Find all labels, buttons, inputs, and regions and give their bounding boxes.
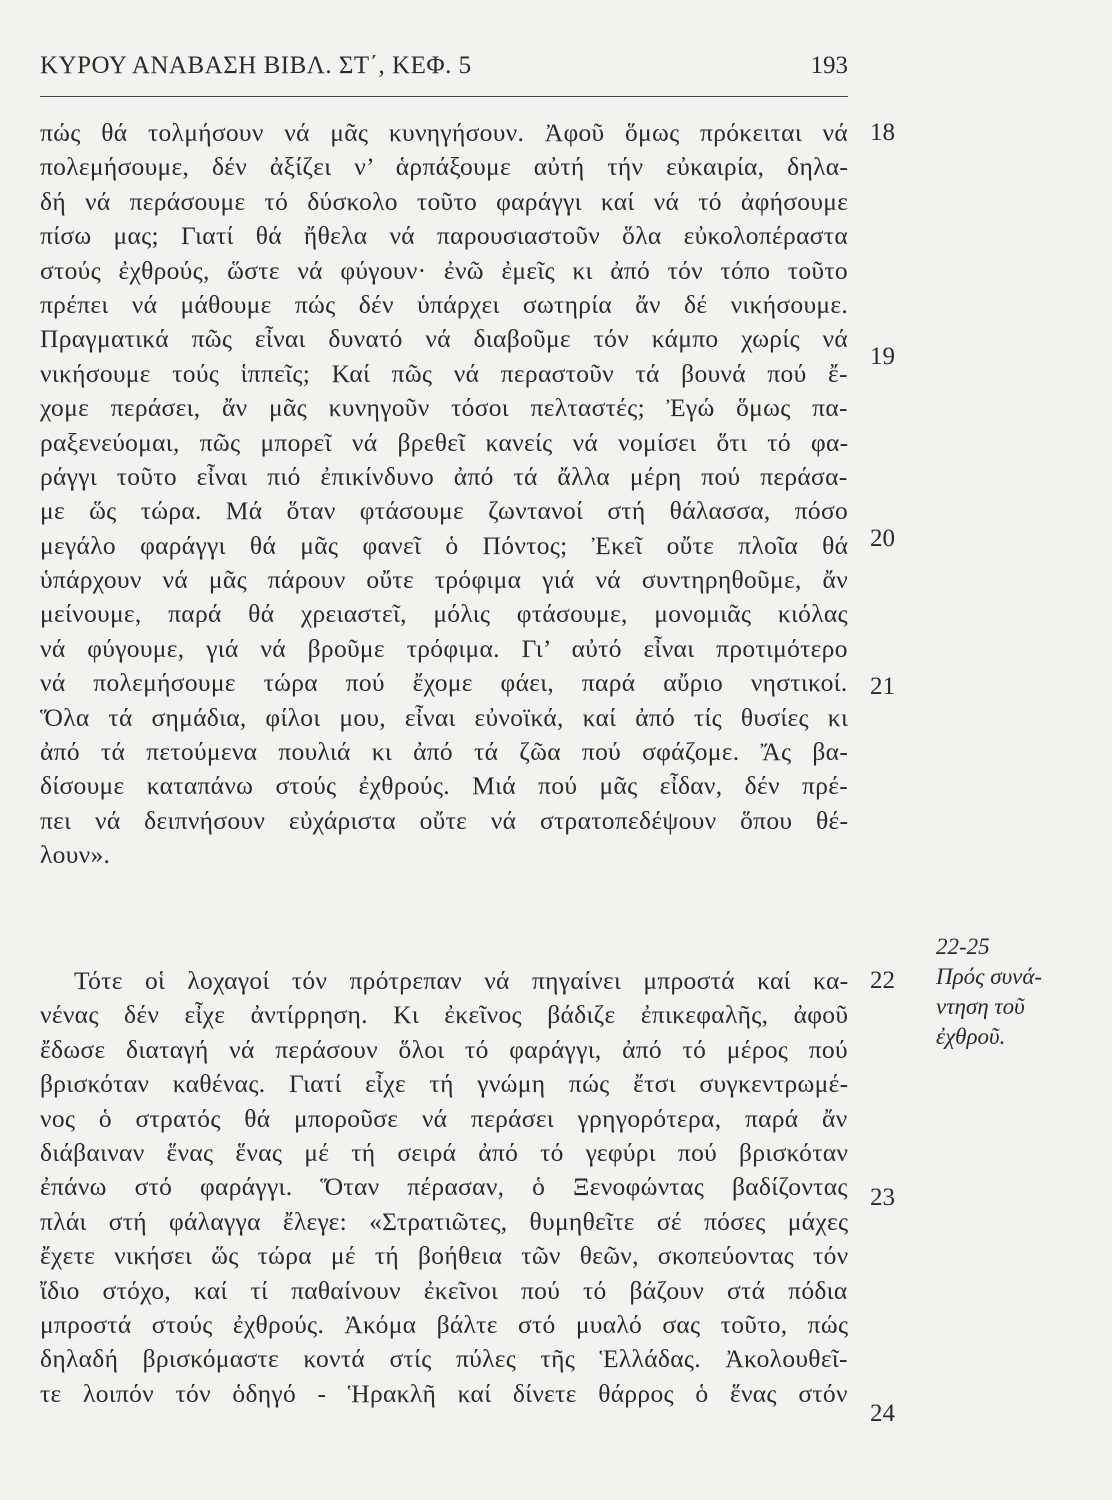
page-number: 193 bbox=[810, 52, 848, 79]
text-line: πολεμήσουμε, δέν ἀξίζει ν’ ἁρπάξουμε αὐτή τήν εὐκαιρία, δηλα- bbox=[40, 152, 849, 182]
section-number: 18 bbox=[870, 119, 895, 146]
section-number: 23 bbox=[870, 1184, 895, 1211]
text-line: νά πολεμήσουμε τώρα πού ἔχομε φάει, παρά αὔριο νηστικοί. bbox=[40, 668, 848, 698]
running-title: ΚΥΡΟΥ ΑΝΑΒΑΣΗ ΒΙΒΛ. ΣΤ΄, ΚΕΦ. 5 bbox=[40, 52, 472, 79]
text-line: ἀπό τά πετούμενα πουλιά κι ἀπό τά ζῶα πού σφάζομε. Ἄς βα- bbox=[40, 737, 849, 767]
paragraph-speech bbox=[40, 116, 860, 873]
text-line: ράγγι τοῦτο εἶναι πιό ἐπικίνδυνο ἀπό τά ἄλλα μέρη πού περάσα- bbox=[40, 461, 848, 491]
text-line: πίσω μας; Γιατί θά ἤθελα νά παρουσιαστοῦν ὅλα εὐκολοπέραστα bbox=[40, 221, 848, 251]
text-line: μπροστά στούς ἐχθρούς. Ἀκόμα βάλτε στό μυαλό σας τοῦτο, πώς bbox=[40, 1309, 849, 1339]
text-line: χομε περάσει, ἄν μᾶς κυνηγοῦν τόσοι πελταστές; Ἐγώ ὅμως πα- bbox=[40, 393, 848, 423]
text-line: ὑπάρχουν νά μᾶς πάρουν οὔτε τρόφιμα γιά νά συντηρηθοῦμε, ἄν bbox=[40, 565, 849, 595]
text-line: ἔδωσε διαταγή νά περάσουν ὅλοι τό φαράγγι, ἀπό τό μέρος πού bbox=[40, 1034, 848, 1064]
text-line: πρέπει νά μάθουμε πώς δέν ὑπάρχει σωτηρία ἄν δέ νικήσουμε. bbox=[40, 289, 849, 319]
text-line: Πραγματικά πῶς εἶναι δυνατό νά διαβοῦμε τόν κάμπο χωρίς νά bbox=[40, 324, 849, 354]
text-line: με ὥς τώρα. Μά ὅταν φτάσουμε ζωντανοί στή θάλασσα, πόσο bbox=[40, 496, 849, 526]
text-line: στούς ἐχθρούς, ὥστε νά φύγουν· ἐνῶ ἐμεῖς κι ἀπό τόν τόπο τοῦτο bbox=[40, 255, 848, 285]
margin-summary bbox=[936, 932, 1096, 1052]
section-number: 24 bbox=[870, 1400, 895, 1427]
text-line: διάβαιναν ἕνας ἕνας μέ τή σειρά ἀπό τό γεφύρι πού βρισκόταν bbox=[40, 1137, 849, 1167]
section-number: 20 bbox=[870, 525, 895, 552]
section-number: 21 bbox=[870, 673, 895, 700]
summary-line: ντηση τοῦ bbox=[936, 994, 1025, 1019]
summary-range: 22-25 bbox=[936, 934, 990, 959]
header-rule bbox=[40, 96, 848, 97]
text-line: δή νά περάσουμε τό δύσκολο τοῦτο φαράγγι καί νά τό ἀφήσουμε bbox=[40, 186, 849, 216]
text-line: ἴδιο στόχο, καί τί παθαίνουν ἐκεῖνοι πού τό βάζουν στά πόδια bbox=[40, 1275, 848, 1305]
text-line: ἐπάνω στό φαράγγι. Ὅταν πέρασαν, ὁ Ξενοφώντας βαδίζοντας bbox=[40, 1172, 848, 1202]
text-line: νικήσουμε τούς ἱππεῖς; Καί πῶς νά περαστοῦν τά βουνά πού ἔ- bbox=[40, 358, 848, 388]
text-line: πλάι στή φάλαγγα ἔλεγε: «Στρατιῶτες, θυμηθεῖτε σέ πόσες μάχες bbox=[40, 1206, 849, 1236]
paragraph-narration bbox=[40, 964, 860, 1411]
text-line: λουν». bbox=[40, 840, 111, 870]
text-line: νος ὁ στρατός θά μποροῦσε νά περάσει γρηγορότερα, παρά ἄν bbox=[40, 1103, 848, 1133]
text-line: ραξενεύομαι, πῶς μπορεῖ νά βρεθεῖ κανείς νά νομίσει ὅτι τό φα- bbox=[40, 427, 849, 457]
text-line: ἔχετε νικήσει ὥς τώρα μέ τή βοήθεια τῶν θεῶν, σκοπεύοντας τόν bbox=[40, 1241, 849, 1271]
text-line: μείνουμε, παρά θά χρειαστεῖ, μόλις φτάσουμε, μονομιᾶς κιόλας bbox=[40, 599, 848, 629]
text-line: πώς θά τολμήσουν νά μᾶς κυνηγήσουν. Ἀφοῦ ὅμως πρόκειται νά bbox=[40, 118, 849, 147]
text-line: Τότε οἱ λοχαγοί τόν πρότρεπαν νά πηγαίνει μπροστά καί κα- bbox=[74, 966, 849, 995]
text-line: Ὅλα τά σημάδια, φίλοι μου, εἶναι εὐνοϊκά, καί ἀπό τίς θυσίες κι bbox=[40, 702, 849, 732]
summary-line: Πρός συνά- bbox=[936, 964, 1043, 989]
text-line: νά φύγουμε, γιά νά βροῦμε τρόφιμα. Γι’ αὐτό εἶναι προτιμότερο bbox=[40, 633, 848, 663]
text-line: δίσουμε καταπάνω στούς ἐχθρούς. Μιά πού μᾶς εἶδαν, δέν πρέ- bbox=[40, 771, 849, 801]
text-line: τε λοιπόν τόν ὁδηγό - Ἡρακλῆ καί δίνετε θάρρος ὁ ἕνας στόν bbox=[40, 1378, 848, 1408]
summary-line: ἐχθροῦ. bbox=[936, 1024, 1006, 1049]
section-number: 22 bbox=[870, 967, 895, 994]
running-header bbox=[40, 52, 848, 84]
text-line: πει νά δειπνήσουν εὐχάριστα οὔτε νά στρατοπεδέψουν ὅπου θέ- bbox=[40, 805, 849, 835]
text-line: νένας δέν εἶχε ἀντίρρηση. Κι ἐκεῖνος βάδιζε ἐπικεφαλῆς, ἀφοῦ bbox=[40, 1000, 849, 1030]
section-number: 19 bbox=[870, 343, 895, 370]
text-line: βρισκόταν καθένας. Γιατί εἶχε τή γνώμη πώς ἔτσι συγκεντρωμέ- bbox=[40, 1069, 849, 1099]
text-line: μεγάλο φαράγγι θά μᾶς φανεῖ ὁ Πόντος; Ἐκεῖ οὔτε πλοῖα θά bbox=[40, 530, 849, 560]
text-line: δηλαδή βρισκόμαστε κοντά στίς πύλες τῆς Ἑλλάδας. Ἀκολουθεῖ- bbox=[40, 1344, 848, 1374]
